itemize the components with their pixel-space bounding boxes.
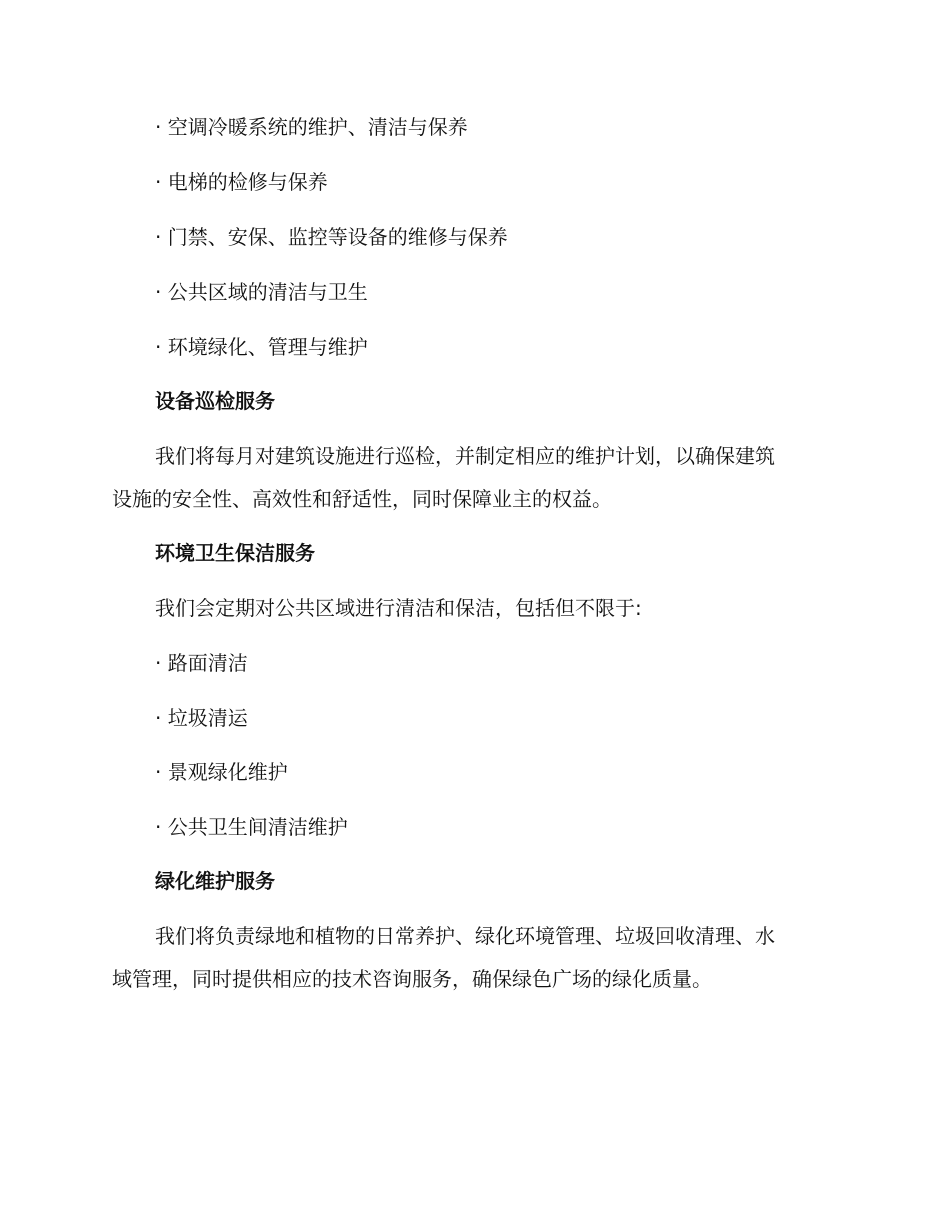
paragraph-line: 我们将负责绿地和植物的日常养护、绿化环境管理、垃圾回收清理、水 [155,924,775,948]
section-heading-greening: 绿化维护服务 [155,869,275,893]
list-item: · 垃圾清运 [155,706,248,730]
section-heading-cleaning: 环境卫生保洁服务 [155,541,315,565]
paragraph-line: 我们会定期对公共区域进行清洁和保洁，包括但不限于: [155,596,642,620]
list-item: · 门禁、安保、监控等设备的维修与保养 [155,225,508,249]
list-item: · 电梯的检修与保养 [155,170,328,194]
list-item: · 环境绿化、管理与维护 [155,335,368,359]
list-item: · 公共区域的清洁与卫生 [155,280,368,304]
paragraph-line: 设施的安全性、高效性和舒适性，同时保障业主的权益。 [112,487,612,511]
section-heading-inspection: 设备巡检服务 [155,389,275,413]
list-item: · 空调冷暖系统的维护、清洁与保养 [155,115,468,139]
paragraph-line: 我们将每月对建筑设施进行巡检，并制定相应的维护计划，以确保建筑 [155,444,775,468]
list-item: · 景观绿化维护 [155,760,288,784]
list-item: · 公共卫生间清洁维护 [155,815,348,839]
list-item: · 路面清洁 [155,651,248,675]
paragraph-line: 域管理，同时提供相应的技术咨询服务，确保绿色广场的绿化质量。 [112,967,712,991]
